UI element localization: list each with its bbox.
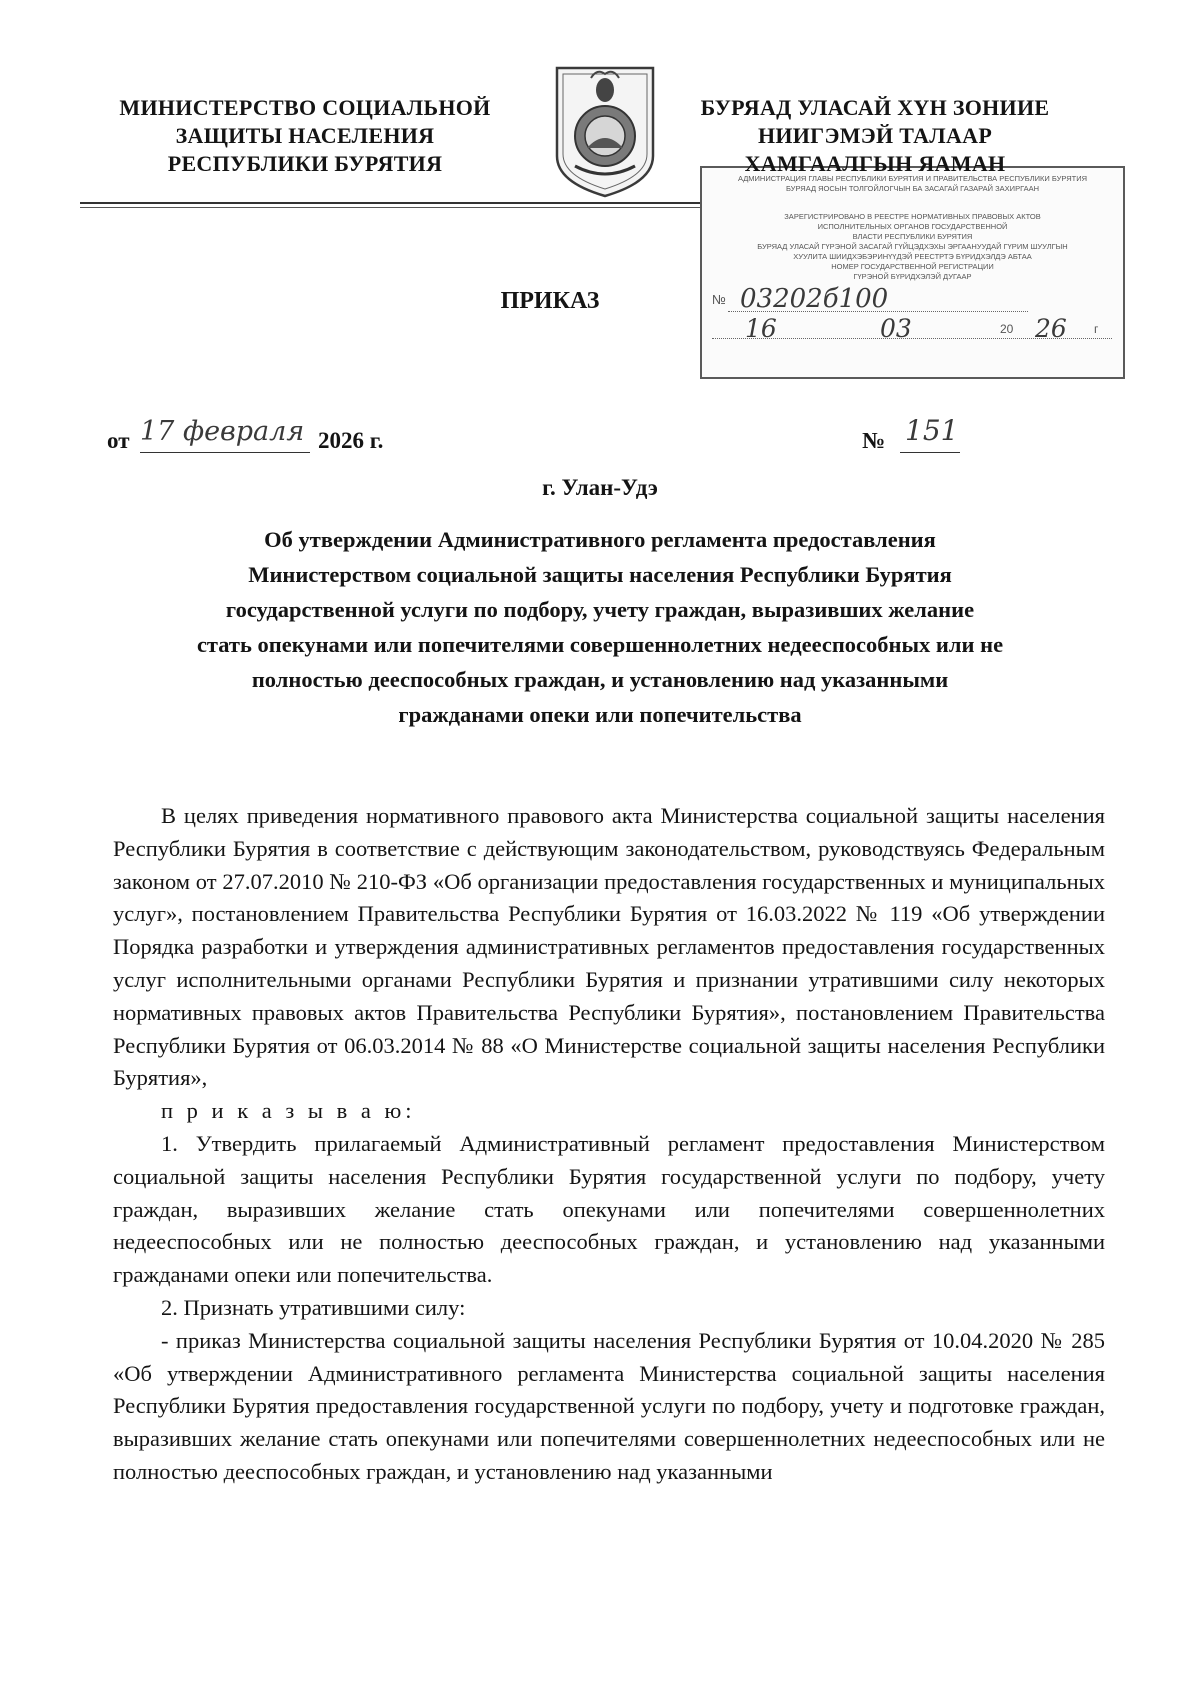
order-verb: п р и к а з ы в а ю:	[161, 1098, 416, 1124]
title-line: гражданами опеки или попечительства	[398, 702, 802, 727]
date-underline	[140, 452, 310, 453]
stamp-line: БУРЯАД УЛАСАЙ ГҮРЭНОЙ ЗАСАГАЙ ГҮЙЦЭДХЭХЫ ЭРГААНУУДАЙ ГҮРИМ ШУУЛГЫН	[757, 242, 1068, 251]
stamp-line: ГҮРЭНОЙ БҮРИДХЭЛЭЙ ДУГААР	[853, 272, 972, 281]
ministry-line-1: МИНИСТЕРСТВО СОЦИАЛЬНОЙ	[119, 95, 491, 120]
order-number-underline	[900, 452, 960, 453]
city: г. Улан-Удэ	[542, 475, 658, 500]
preamble-paragraph: В целях приведения нормативного правового акта Министерства социальной защиты населения Республики Бурятия в соответствие с действующим законодательством, руководствуясь Федеральным законом от 27.07.2010 № 210-ФЗ «Об организации предоставления государственных и муниципальных услуг», постановлением Правительства Республики Бурятия от 16.03.2022 № 119 «Об утверждении Порядка разработки и утверждения административных регламентов предоставления государственных услуг исполнительными органами Республики Бурятия и признании утратившими силу некоторых нормативных правовых актов Правительства Республики Бурятия», постановлением Правительства Республики Бурятия от 06.03.2014 № 88 «О Министерстве социальной защиты населения Республики Бурятия»,	[113, 803, 1105, 1091]
stamp-line: ЗАРЕГИСТРИРОВАНО В РЕЕСТРЕ НОРМАТИВНЫХ ПРАВОВЫХ АКТОВ	[784, 212, 1041, 221]
ministry-line-3: РЕСПУБЛИКИ БУРЯТИЯ	[167, 151, 443, 176]
date-year: 2026 г.	[318, 428, 384, 453]
stamp-year-suffix: г	[1094, 322, 1099, 336]
title-line: Министерством социальной защиты населения Республики Бурятия	[248, 562, 952, 587]
stamp-year-prefix: 20	[1000, 322, 1014, 336]
ministry-bua-line-1: БУРЯАД УЛАСАЙ ХҮН ЗОНИИЕ	[700, 95, 1050, 120]
stamp-line: АДМИНИСТРАЦИЯ ГЛАВЫ РЕСПУБЛИКИ БУРЯТИЯ И ПРАВИТЕЛЬСТВА РЕСПУБЛИКИ БУРЯТИЯ	[737, 174, 1088, 183]
order-number-handwritten: 151	[905, 414, 959, 447]
stamp-number: 03202б100	[740, 284, 889, 314]
ministry-bua-line-2: НИИГЭМЭЙ ТАЛААР	[757, 123, 993, 148]
item-2-sub: - приказ Министерства социальной защиты населения Республики Бурятия от 10.04.2020 № 285 «Об утверждении Административного регламента Министерства социальной защиты населения Республики Бурятия предоставления государственной услуги по подбору, учету и подготовке граждан, выразивших желание стать опекунами или попечителями совершеннолетних недееспособных или не полностью дееспособных граждан, и установлению над указанными	[113, 1327, 1105, 1484]
title-line: полностью дееспособных граждан, и установлению над указанными	[251, 667, 949, 692]
stamp-date-day: 16	[745, 314, 777, 343]
title-line: Об утверждении Административного регламента предоставления	[264, 527, 936, 552]
stamp-number-prefix: №	[712, 292, 726, 307]
date-prefix: от	[107, 428, 130, 453]
stamp-line: НОМЕР ГОСУДАРСТВЕННОЙ РЕГИСТРАЦИИ	[831, 262, 994, 271]
ministry-name-ru	[95, 94, 515, 178]
date-handwritten: 17 февраля	[140, 416, 305, 447]
stamp-date-month: 03	[880, 314, 912, 343]
registration-stamp	[700, 166, 1125, 379]
document-body	[113, 800, 1105, 1489]
title-line: стать опекунами или попечителями совершеннолетних недееспособных или не	[196, 632, 1004, 657]
stamp-line: ХУУЛИТА ШИИДХЭБЭРИНҮҮДЭЙ РЕЕСТРТЭ БҮРИДХЭЛДЭ АБТАА	[793, 252, 1032, 261]
stamp-line: ИСПОЛНИТЕЛЬНЫХ ОРГАНОВ ГОСУДАРСТВЕННОЙ	[817, 222, 1008, 231]
stamp-line: БУРЯАД ЯОСЫН ТОЛГОЙЛОГЧЫН БА ЗАСАГАЙ ГАЗАРАЙ ЗАХИРГААН	[785, 184, 1040, 193]
document-type: ПРИКАЗ	[500, 288, 600, 314]
item-2: 2. Признать утратившими силу:	[161, 1294, 466, 1320]
ministry-name-bua	[640, 94, 1110, 150]
title-line: государственной услуги по подбору, учету граждан, выразивших желание	[225, 597, 975, 622]
ministry-line-2: ЗАЩИТЫ НАСЕЛЕНИЯ	[175, 123, 435, 148]
stamp-date-year: 26	[1035, 314, 1067, 343]
item-1: 1. Утвердить прилагаемый Административный регламент предоставления Министерством социальной защиты населения Республики Бурятия государственной услуги по подбору, учету граждан, выразивших желание стать опекунами или попечителями совершеннолетних недееспособных или не полностью дееспособных граждан, и установлению над указанными гражданами опеки или попечительства.	[113, 1130, 1105, 1288]
stamp-line: ВЛАСТИ РЕСПУБЛИКИ БУРЯТИЯ	[852, 232, 973, 241]
ministry-bua-line-3: ХАМГААЛГЫН ЯАМАН	[744, 151, 1006, 176]
order-number-prefix: №	[862, 428, 886, 453]
document-title	[140, 522, 1060, 732]
